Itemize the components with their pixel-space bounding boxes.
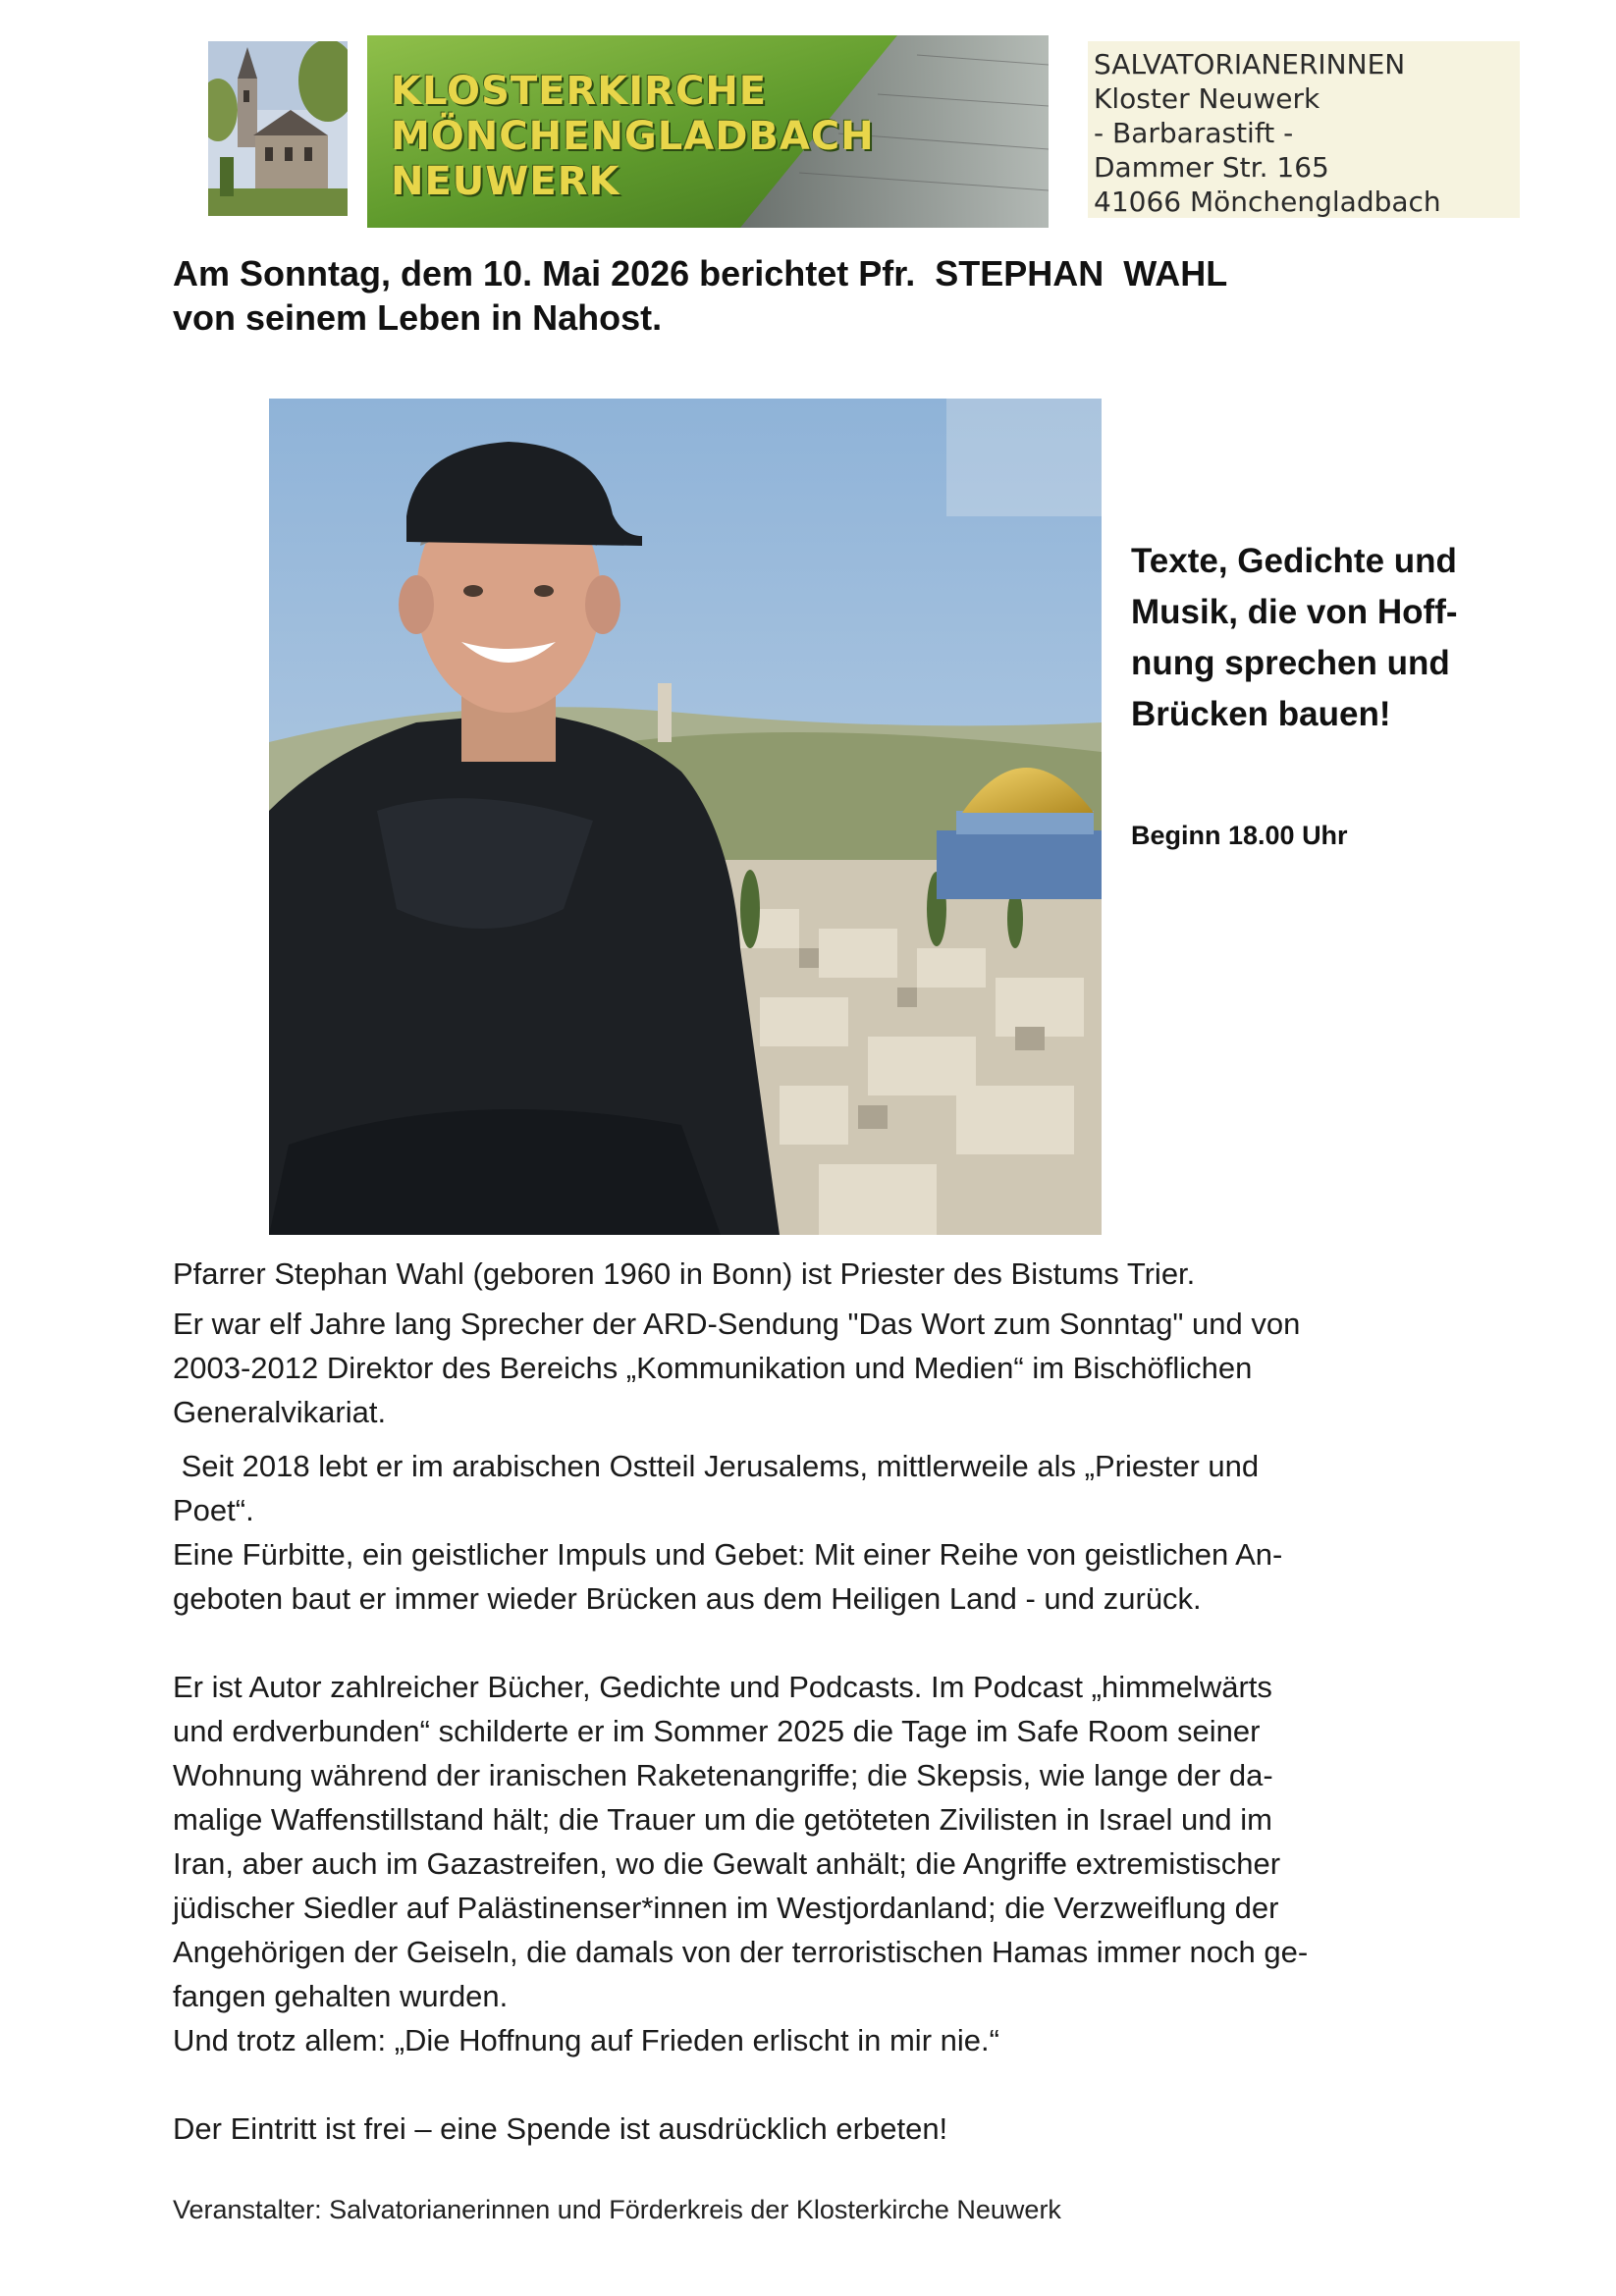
banner-title — [391, 69, 875, 204]
text-line: Wohnung während der iranischen Raketenangriffe; die Skepsis, wie lange der da- — [173, 1758, 1273, 1792]
headline-line: Am Sonntag, dem 10. Mai 2026 berichtet Pfr. STEPHAN WAHL — [173, 253, 1228, 294]
paragraph — [173, 2107, 1439, 2151]
text-line: Und trotz allem: „Die Hoffnung auf Frieden erlischt in mir nie.“ — [173, 2023, 999, 2057]
text-line: geboten baut er immer wieder Brücken aus dem Heiligen Land - und zurück. — [173, 1581, 1202, 1616]
address-line: Dammer Str. 165 — [1094, 151, 1329, 184]
church-thumbnail — [208, 41, 348, 216]
text-line: malige Waffenstillstand hält; die Trauer um die getöteten Zivilisten in Israel und im — [173, 1802, 1272, 1837]
headline-line: von seinem Leben in Nahost. — [173, 297, 663, 338]
text-line: Poet“. — [173, 1493, 254, 1527]
text-line: Iran, aber auch im Gazastreifen, wo die Gewalt anhält; die Angriffe extremistischer — [173, 1846, 1281, 1881]
tagline-line: Brücken bauen! — [1131, 695, 1391, 733]
address-line: - Barbarastift - — [1094, 117, 1294, 149]
text-line: jüdischer Siedler auf Palästinenser*innen im Westjordanland; die Verzweiflung der — [173, 1891, 1279, 1925]
header-banner — [367, 35, 1049, 228]
text-line: Angehörigen der Geiseln, die damals von der terroristischen Hamas immer noch ge- — [173, 1935, 1309, 1969]
address-line: 41066 Mönchengladbach — [1094, 186, 1441, 218]
banner-line: NEUWERK — [391, 159, 620, 204]
tagline-line: nung sprechen und — [1131, 644, 1450, 682]
text-line: Eine Fürbitte, ein geistlicher Impuls und Gebet: Mit einer Reihe von geistlichen An- — [173, 1537, 1283, 1572]
text-line: Er war elf Jahre lang Sprecher der ARD-Sendung "Das Wort zum Sonntag" und von — [173, 1307, 1301, 1341]
banner-line: MÖNCHENGLADBACH — [391, 114, 875, 159]
organizer-footer: Veranstalter: Salvatorianerinnen und Förderkreis der Klosterkirche Neuwerk — [173, 2195, 1061, 2224]
text-line: Der Eintritt ist frei – eine Spende ist ausdrücklich erbeten! — [173, 2111, 948, 2146]
paragraph — [173, 1252, 1439, 1296]
tagline-line: Texte, Gedichte und — [1131, 542, 1457, 580]
address-line: Kloster Neuwerk — [1094, 82, 1320, 115]
text-line: Seit 2018 lebt er im arabischen Ostteil Jerusalems, mittlerweile als „Priester und — [173, 1449, 1260, 1483]
text-line: Er ist Autor zahlreicher Bücher, Gedichte und Podcasts. Im Podcast „himmelwärts — [173, 1670, 1272, 1704]
text-line: Pfarrer Stephan Wahl (geboren 1960 in Bonn) ist Priester des Bistums Trier. — [173, 1256, 1196, 1291]
paragraph — [173, 1665, 1439, 2062]
tagline-line: Musik, die von Hoff- — [1131, 593, 1458, 631]
banner-line: KLOSTERKIRCHE — [391, 69, 768, 114]
body-text — [173, 1252, 1439, 2151]
address-line: SALVATORIANERINNEN — [1094, 48, 1406, 80]
text-line: 2003-2012 Direktor des Bereichs „Kommunikation und Medien“ im Bischöflichen — [173, 1351, 1253, 1385]
portrait-photo — [269, 399, 1102, 1235]
side-tagline — [1131, 536, 1524, 740]
headline — [173, 251, 1449, 340]
start-time: Beginn 18.00 Uhr — [1131, 821, 1348, 850]
address-block — [1088, 41, 1520, 218]
text-line: fangen gehalten wurden. — [173, 1979, 509, 2013]
paragraph — [173, 1444, 1439, 1621]
paragraph — [173, 1302, 1439, 1434]
text-line: und erdverbunden“ schilderte er im Sommer 2025 die Tage im Safe Room seiner — [173, 1714, 1261, 1748]
text-line: Generalvikariat. — [173, 1395, 387, 1429]
